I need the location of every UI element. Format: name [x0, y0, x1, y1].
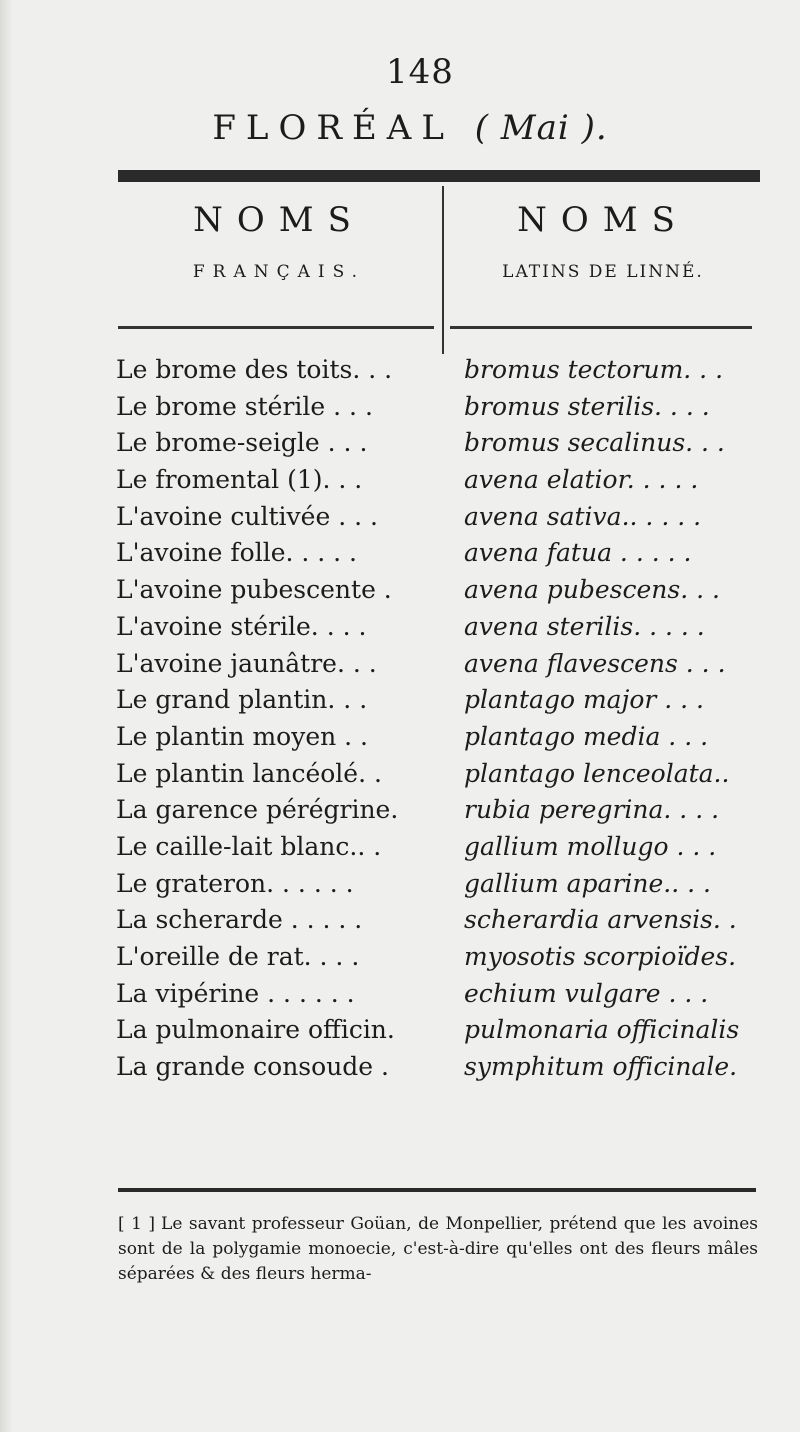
header-right-sub: LATINS DE LINNÉ.: [502, 262, 704, 282]
french-name: L'avoine jaunâtre. . .: [116, 648, 377, 678]
french-name: L'avoine stérile. . . .: [116, 611, 367, 641]
latin-name: bromus secalinus. . .: [464, 428, 725, 458]
french-name: Le caille-lait blanc.. .: [116, 831, 382, 861]
latin-name: avena sativa.. . . . .: [464, 501, 702, 531]
french-name: Le brome-seigle . . .: [116, 428, 368, 458]
table-row: [0, 792, 800, 829]
table-row: [0, 425, 800, 462]
table-row: [0, 1012, 800, 1049]
french-name: La garence pérégrine.: [116, 795, 399, 825]
header-right-main: NOMS: [517, 200, 689, 240]
french-name: La scherarde . . . . .: [116, 905, 363, 935]
table-row: [0, 535, 800, 572]
latin-name: scherardia arvensis. .: [464, 905, 737, 935]
french-name: Le plantin moyen . .: [116, 721, 369, 751]
title-sub: ( Mai ).: [474, 108, 608, 148]
header-left-main: NOMS: [193, 200, 365, 240]
latin-name: plantago major . . .: [464, 685, 705, 715]
latin-name: bromus sterilis. . . .: [464, 391, 710, 421]
french-name: L'oreille de rat. . . .: [116, 942, 360, 971]
title-main: FLORÉAL: [212, 108, 454, 148]
table-row: [0, 939, 800, 976]
french-name: L'avoine cultivée . . .: [116, 501, 378, 531]
footnote: [118, 1212, 758, 1287]
latin-name: myosotis scorpioïdes.: [464, 942, 737, 971]
french-name: La grande consoude .: [116, 1052, 389, 1082]
bottom-rule: [118, 1188, 756, 1192]
footnote-text: Le savant professeur Goüan, de Monpellier, prétend que les avoines sont de la polygamie monoecie, c'est-à-dire qu'elles ont des fleurs mâles séparées & des fleurs herma-: [118, 1214, 758, 1284]
table-row: [0, 352, 800, 389]
latin-name: avena fatua . . . . .: [464, 538, 692, 568]
table-row: [0, 1049, 800, 1086]
latin-name: echium vulgare . . .: [464, 978, 709, 1008]
latin-name: plantago media . . .: [464, 721, 709, 751]
french-name: L'avoine folle. . . . .: [116, 538, 358, 568]
table-row: [0, 829, 800, 866]
table-row: [0, 902, 800, 939]
french-name: La vipérine . . . . . .: [116, 978, 355, 1008]
latin-name: bromus tectorum. . .: [464, 355, 724, 384]
french-name: La pulmonaire officin.: [116, 1015, 395, 1045]
french-name: Le grateron. . . . . .: [116, 868, 354, 898]
french-name: Le brome stérile . . .: [116, 391, 373, 421]
french-name: Le brome des toits. . .: [116, 355, 393, 384]
page-number: 148: [386, 52, 454, 92]
table-row: [0, 499, 800, 536]
latin-name: plantago lenceolata..: [464, 758, 730, 788]
table-row: [0, 756, 800, 793]
table-row: [0, 976, 800, 1013]
page-title: [0, 108, 800, 148]
french-name: Le grand plantin. . .: [116, 685, 368, 715]
french-name: Le fromental (1). . .: [116, 465, 363, 495]
table-row: [0, 462, 800, 499]
table-row: [0, 646, 800, 683]
table-row: [0, 609, 800, 646]
header-rule-left: [118, 326, 434, 329]
header-rule-right: [450, 326, 752, 329]
table-row: [0, 719, 800, 756]
latin-name: avena elatior. . . . .: [464, 465, 699, 495]
footnote-mark: [ 1 ]: [118, 1214, 156, 1234]
name-table: [0, 352, 800, 1086]
table-row: [0, 572, 800, 609]
table-row: [0, 389, 800, 426]
latin-name: symphitum officinale.: [464, 1052, 738, 1082]
french-name: Le plantin lancéolé. .: [116, 758, 382, 788]
header-left-sub: FRANÇAIS.: [192, 262, 366, 282]
latin-name: avena flavescens . . .: [464, 648, 726, 678]
french-name: L'avoine pubescente .: [116, 575, 392, 605]
latin-name: pulmonaria officinalis: [464, 1015, 740, 1045]
latin-name: gallium mollugo . . .: [464, 831, 717, 861]
latin-name: avena sterilis. . . . .: [464, 611, 705, 641]
latin-name: avena pubescens. . .: [464, 575, 720, 605]
table-row: [0, 866, 800, 903]
latin-name: gallium aparine.. . .: [464, 868, 711, 898]
column-divider: [442, 186, 444, 354]
top-rule: [118, 170, 760, 182]
table-row: [0, 682, 800, 719]
latin-name: rubia peregrina. . . .: [464, 795, 720, 825]
